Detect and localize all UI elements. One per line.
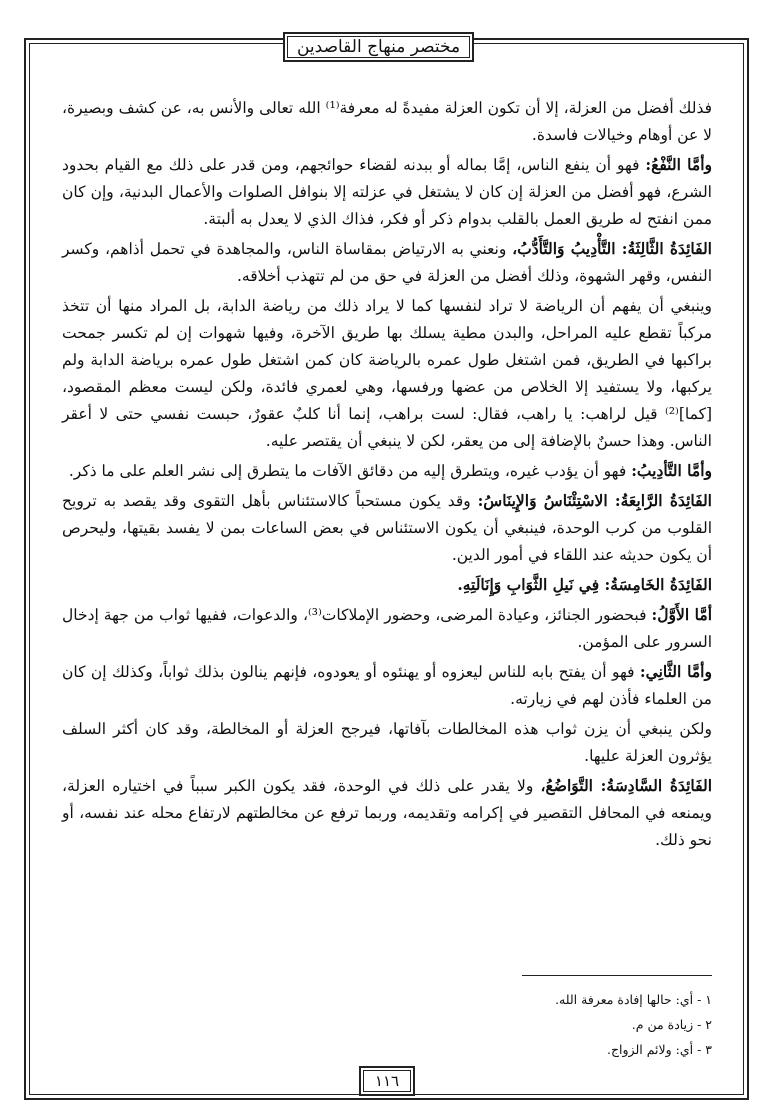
paragraph-heading: وأمَّا النَّفْعُ:	[645, 155, 712, 174]
paragraph-text: ونعني به الارتياض بمقاساة الناس، والمجاهدة في تحمل أذاهم، وكسر النفس، وقهر الشهوة، وذلك أفضل من العزلة في حق من لم تتهذب أخلاقه.	[62, 240, 712, 285]
page-number-box	[359, 1066, 415, 1096]
paragraph	[62, 571, 712, 599]
page-number: ١١٦	[374, 1072, 400, 1090]
paragraph	[62, 151, 712, 233]
paragraph	[62, 487, 712, 569]
paragraph	[62, 235, 712, 290]
paragraph-text: فذلك أفضل من العزلة، إلا أن تكون العزلة مفيدةً له معرفة⁽¹⁾ الله تعالى والأنس به، عن كشف وبصيرة، لا عن أوهام وخيالات فاسدة.	[62, 99, 712, 144]
footnote-separator	[522, 975, 712, 976]
footnote: ٣ - أي: ولائم الزواج.	[607, 1042, 712, 1057]
paragraph-text: وقد يكون مستحباً كالاستئناس بأهل التقوى وقد يقصد به ترويح القلوب من كرب الوحدة، فينبغي أن يكون الاستئناس في بعض الساعات بمن لا يفسد بقيتها، وليحرص أن يكون حديثه عند اللقاء في أمور الدين.	[62, 492, 712, 564]
paragraph	[62, 292, 712, 455]
footnote: ١ - أي: حالها إفادة معرفة الله.	[555, 992, 712, 1007]
paragraph	[62, 715, 712, 770]
paragraph-heading: وأمَّا الثَّانِي:	[639, 662, 712, 681]
paragraph-text: فهو أن ينفع الناس، إمَّا بماله أو ببدنه لقضاء حوائجهم، ومن قدر على ذلك مع القيام بحدود الشرع، فهو أفضل من العزلة إن كان لا يشتغل في عزلته إلا بنوافل الصلوات والأعمال البدنية، وإن كان ممن انفتح له طريق العمل بالقلب بدوام ذكر أو فكر، فذاك الذي لا يعدل به ألبتة.	[62, 156, 712, 228]
paragraph-heading: الفَائِدَةُ الرَّابِعَةُ: الاسْتِئْنَاسُ وَالإِينَاسُ:	[477, 491, 712, 510]
paragraph	[62, 457, 712, 485]
footnote-list	[555, 987, 712, 1062]
paragraph	[62, 94, 712, 149]
paragraph-heading: الفَائِدَةُ السَّادِسَةُ: التَّوَاضُعُ،	[540, 776, 712, 795]
paragraph-text: فبحضور الجنائز، وعيادة المرضى، وحضور الإملاكات⁽³⁾، والدعوات، ففيها ثواب من جهة إدخال السرور على المؤمن.	[62, 606, 712, 651]
paragraph-heading: الفَائِدَةُ الثَّالِثَةُ: التَّأْدِيبُ وَالتَّأَدُّبُ،	[512, 239, 712, 258]
book-title: مختصر منهاج القاصدين	[296, 37, 461, 57]
paragraph	[62, 658, 712, 713]
body-text	[62, 94, 712, 856]
paragraph-text: فهو أن يؤدب غيره، ويتطرق إليه من دقائق الآفات ما يتطرق إلى نشر العلم على ما ذكر.	[68, 462, 627, 480]
paragraph-text: فهو أن يفتح بابه للناس ليعزوه أو يهنئوه أو يعودوه، فإنهم ينالون بذلك ثواباً، وكذلك إن كان من العلماء فأذن لهم في زيارته.	[62, 663, 712, 708]
paragraph-text: وينبغي أن يفهم أن الرياضة لا تراد لنفسها كما لا يراد ذلك من رياضة الدابة، بل المراد منها أن تتخذ مركباً تقطع عليه المراحل، والبدن مطية يسلك بها طريق الآخرة، وفيها شهوات إن لم تكسر جمحت براكبها في الطريق، فمن اشتغل طول عمره بالرياضة كان كمن اشتغل طول عمره برياضة الدابة ولم يركبها، ولا يستفيد إلا الخلاص من عضها ورفسها، وهي لعمري فائدة، ولكن ليست معظم المقصود، [كما]⁽²⁾ قيل لراهب: يا راهب، فقال: لست براهب، إنما أنا كلبٌ عقورٌ، حبست نفسي حتى لا أعقر الناس. وهذا حسنٌ بالإضافة إلى من يعقر، لكن لا ينبغي أن يقتصر عليه.	[62, 297, 712, 450]
paragraph-heading: وأمَّا التَّأدِيبُ:	[631, 461, 712, 480]
paragraph-text: ولكن ينبغي أن يزن ثواب هذه المخالطات بآفاتها، فيرجح العزلة أو المخالطة، وقد كان أكثر السلف يؤثرون العزلة عليها.	[62, 720, 712, 765]
paragraph-text: ولا يقدر على ذلك في الوحدة، فقد يكون الكبر سبباً في اختياره العزلة، ويمنعه في المحافل التقصير في إكرامه وتقديمه، وربما ترفع عن مخالطتهم لارتفاع محله عند نفسه، أو نحو ذلك.	[62, 777, 712, 849]
paragraph-heading: الفَائِدَةُ الخَامِسَةُ: فِي نَيلِ الثَّوَابِ وَإِنَالَتِهِ.	[457, 575, 712, 594]
paragraph-heading: أمَّا الأَوَّلُ:	[651, 605, 712, 624]
footnote: ٢ - زيادة من م.	[631, 1017, 712, 1032]
paragraph	[62, 772, 712, 854]
paragraph	[62, 601, 712, 656]
running-header	[283, 32, 474, 62]
